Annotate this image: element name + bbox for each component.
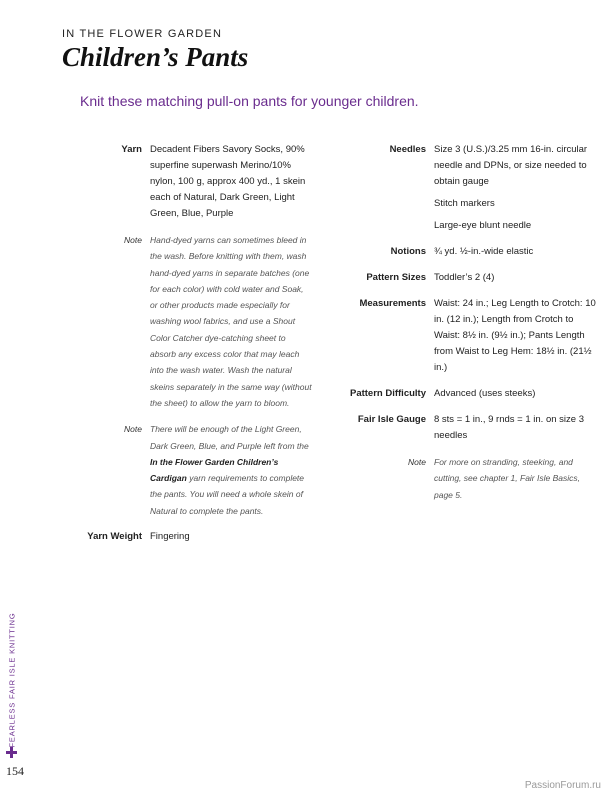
yarn-value: Decadent Fibers Savory Socks, 90% superfine superwash Merino/10% nylon, 100 g, approx 400 yd., 1 skein each of Natural, Dark Green, Light Green, Blue, Purple xyxy=(150,144,306,219)
note-label: Note xyxy=(408,457,426,467)
page-title: Children’s Pants xyxy=(62,42,249,72)
difficulty-label: Pattern Difficulty xyxy=(349,388,426,399)
measurements-value: Waist: 24 in.; Leg Length to Crotch: 10 in. (12 in.); Length from Crotch to Waist: 8½ in. (9½ in.); Pants Length from Waist to Leg Hem: 18½ in. (21½ in.) xyxy=(434,298,596,373)
yarn-weight-label: Yarn Weight xyxy=(87,531,142,543)
cardigan-reference: In the Flower Garden Children’s Cardigan xyxy=(150,456,279,484)
page-subtitle: Knit these matching pull-on pants for younger children. xyxy=(80,93,419,109)
yarn-label: Yarn xyxy=(121,144,142,155)
page-number: 154 xyxy=(6,764,24,778)
cross-ornament-icon xyxy=(6,747,17,758)
needles-line: Stitch markers xyxy=(434,198,495,209)
note-text xyxy=(150,421,312,519)
gauge-value: 8 sts = 1 in., 9 rnds = 1 in. on size 3 needles xyxy=(434,414,584,441)
note-text-part: There will be enough of the Light Green, Dark Green, Blue, and Purple left from the xyxy=(150,424,309,451)
left-column xyxy=(60,142,330,555)
note-label: Note xyxy=(124,235,142,245)
needles-label: Needles xyxy=(389,144,426,155)
pattern-sizes-row xyxy=(330,270,600,286)
pattern-sizes-label: Pattern Sizes xyxy=(366,272,426,283)
yarn-row xyxy=(60,142,330,222)
note-text: For more on stranding, steeking, and cutting, see chapter 1, Fair Isle Basics, page 5. xyxy=(434,457,580,500)
needles-value xyxy=(434,142,600,234)
gauge-label: Fair Isle Gauge xyxy=(357,414,426,425)
book-title: FEARLESS FAIR ISLE KNITTING xyxy=(7,612,17,748)
book-title-vertical xyxy=(6,612,18,748)
notions-label: Notions xyxy=(390,246,426,257)
gauge-row xyxy=(330,412,600,444)
yarn-weight-value: Fingering xyxy=(150,531,190,543)
note-text-part: yarn requirements to complete the pants. You will need a whole skein of Natural to complete the pants. xyxy=(150,473,305,516)
notions-value: ¾ yd. ½-in.-wide elastic xyxy=(434,246,534,257)
note-text: Hand-dyed yarns can sometimes bleed in the wash. Before knitting with them, wash hand-dyed yarns in separate batches (one for each color) with cold water and Soak, or other products made especially for washing wool fabrics, and use a Shout Color Catcher dye-catching sheet to absorb any excess color that may leach into the wash water. Wash the natural skeins separately in the same way (without the sheet) to allow the yarn to bloom. xyxy=(150,235,312,408)
pattern-sizes-value: Toddler’s 2 (4) xyxy=(434,272,495,283)
needles-row xyxy=(330,142,600,234)
needles-line: Size 3 (U.S.)/3.25 mm 16-in. circular needle and DPNs, or size needed to obtain gauge xyxy=(434,144,588,187)
note-label: Note xyxy=(124,424,142,435)
needles-line: Large-eye blunt needle xyxy=(434,220,532,231)
note-row xyxy=(60,421,330,519)
difficulty-row xyxy=(330,386,600,402)
right-column xyxy=(330,142,600,513)
watermark: PassionForum.ru xyxy=(524,780,601,791)
note-row xyxy=(330,454,600,503)
section-label: IN THE FLOWER GARDEN xyxy=(62,28,223,40)
yarn-weight-row xyxy=(60,529,330,545)
measurements-row xyxy=(330,296,600,376)
difficulty-value: Advanced (uses steeks) xyxy=(434,388,536,399)
note-row xyxy=(60,232,330,411)
notions-row xyxy=(330,244,600,260)
measurements-label: Measurements xyxy=(359,298,426,309)
